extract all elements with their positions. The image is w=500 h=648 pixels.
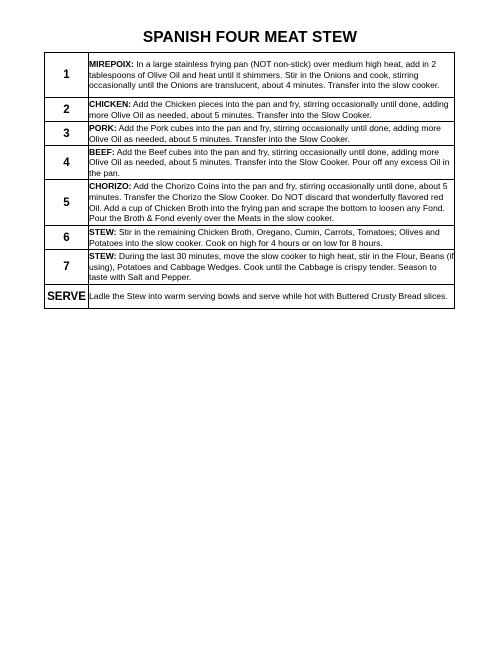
step-body: Add the Chorizo Coins into the pan and fry, stirring occasionally until done, about 5 minutes. Transfer the Chorizo the Slow Cooker. Do NOT discard that wonderfully flavored red Oil. Add a cup of Chicken Broth into the frying pan and scrape the bottom to loosen any Fond. Pour the Broth & Fond evenly over the Meats in the slow cooker. <box>89 181 448 224</box>
step-text <box>89 226 455 250</box>
table-row <box>45 53 455 98</box>
table-row <box>45 226 455 250</box>
table-row <box>45 146 455 180</box>
step-number: SERVE <box>45 285 89 309</box>
step-text <box>89 250 455 285</box>
step-text <box>89 146 455 180</box>
page-title: SPANISH FOUR MEAT STEW <box>142 29 358 46</box>
step-label: CHICKEN: <box>89 98 132 109</box>
step-number: 2 <box>45 98 89 122</box>
table-row <box>45 98 455 122</box>
step-body: During the last 30 minutes, move the slow cooker to high heat, stir in the Flour, Beans (if using), Potatoes and Cabbage Wedges. Cook until the Cabbage is crispy tender. Season to taste with Salt and Pepper. <box>89 251 454 283</box>
step-text <box>89 285 455 309</box>
step-text <box>89 122 455 146</box>
table-row <box>45 285 455 309</box>
step-text <box>89 53 455 98</box>
steps-table <box>44 52 455 309</box>
step-number: 7 <box>45 250 89 285</box>
table-row <box>45 180 455 226</box>
step-label: PORK: <box>89 122 117 133</box>
step-number: 5 <box>45 180 89 226</box>
step-body: Stir in the remaining Chicken Broth, Oregano, Cumin, Carrots, Tomatoes; Olives and Potatoes into the slow cooker. Cook on high for 4 hours or on low for 8 hours. <box>89 226 440 248</box>
step-label: STEW: <box>89 251 117 262</box>
step-body: Add the Beef cubes into the pan and fry, stirring occasionally until done, adding more Olive Oil as needed, about 5 minutes. Transfer into the Slow Cooker. Pour off any excess Oil in the pan. <box>89 146 450 178</box>
step-label: MIREPOIX: <box>89 59 134 70</box>
step-body: Add the Pork cubes into the pan and fry, stirring occasionally until done, adding more Olive Oil as needed, about 5 minutes. Transfer into the Slow Cooker. <box>89 122 441 144</box>
step-number: 3 <box>45 122 89 146</box>
table-row <box>45 250 455 285</box>
step-number: 4 <box>45 146 89 180</box>
step-body: In a large stainless frying pan (NOT non-stick) over medium high heat, add in 2 tablespoons of Olive Oil and heat until it shimmers. Stir in the Onions and cook, stirring occasionally until the Onions are translucent, about 4 minutes. Transfer into the slow cooker. <box>89 59 440 91</box>
step-body: Add the Chicken pieces into the pan and fry, stirring occasionally until done, adding more Olive Oil as needed, about 5 minutes. Transfer into the Slow Cooker. <box>89 98 449 120</box>
step-label: BEEF: <box>89 146 115 157</box>
step-number: 6 <box>45 226 89 250</box>
step-text <box>89 180 455 226</box>
step-body: Ladle the Stew into warm serving bowls and serve while hot with Buttered Crusty Bread slices. <box>89 291 448 302</box>
step-label: STEW: <box>89 226 117 237</box>
step-text <box>89 98 455 122</box>
step-label: CHORIZO: <box>89 181 132 192</box>
step-number: 1 <box>45 53 89 98</box>
table-row <box>45 122 455 146</box>
